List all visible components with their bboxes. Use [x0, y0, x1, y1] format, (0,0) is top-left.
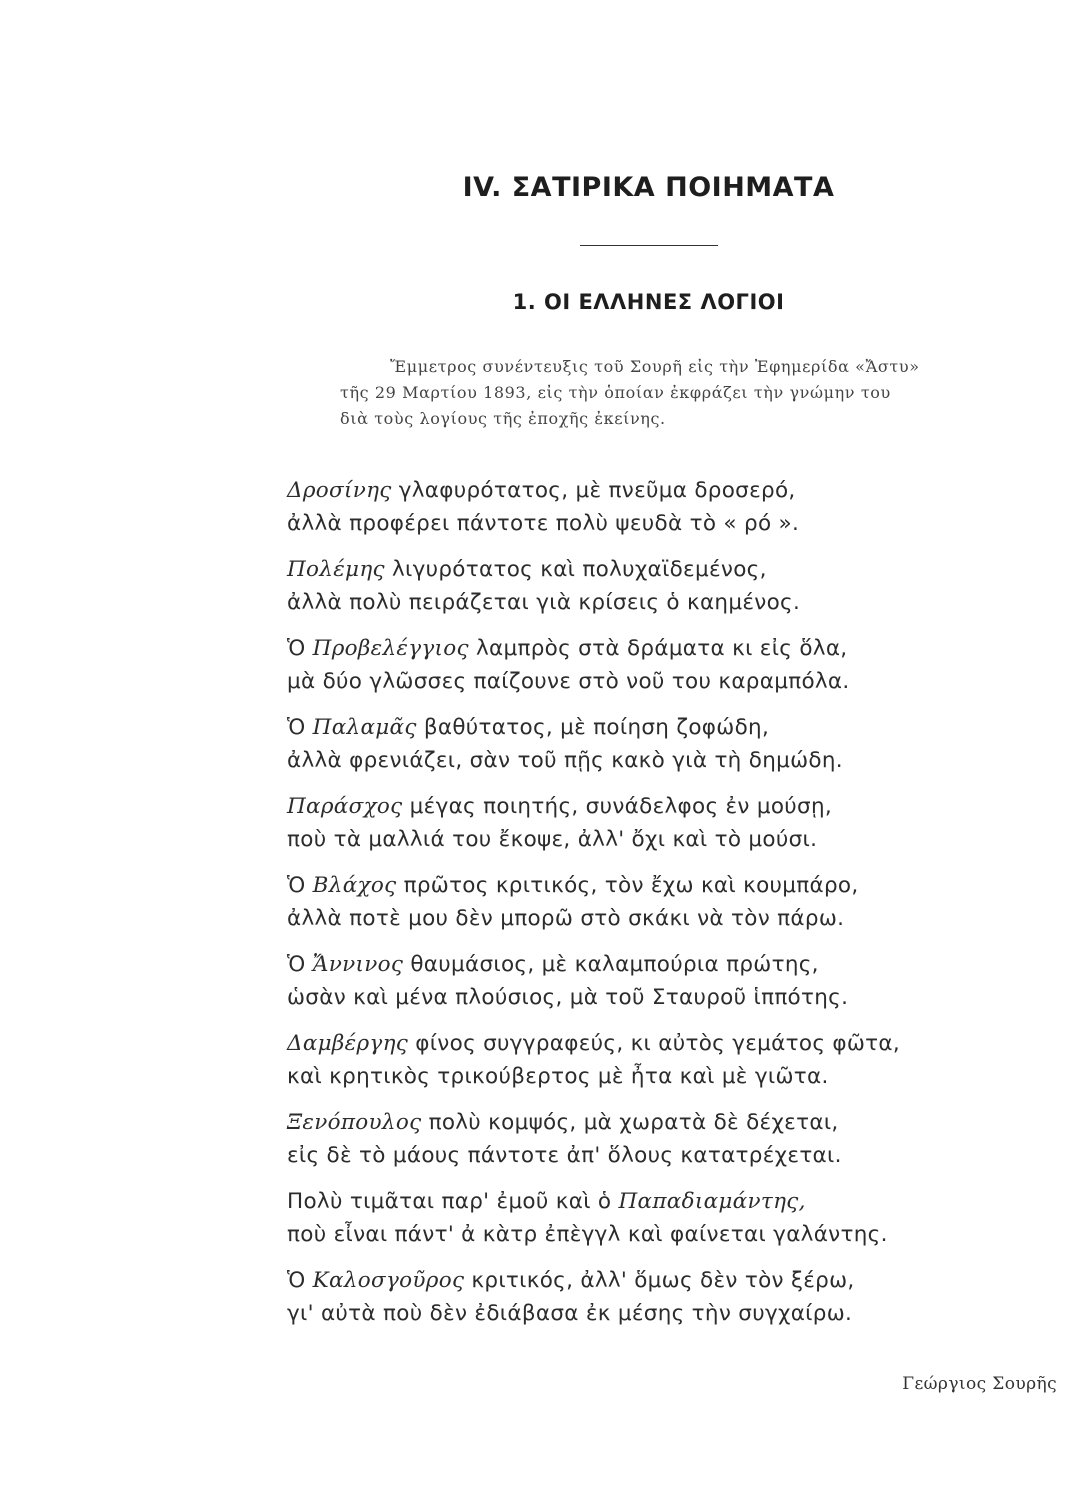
poet-name: Παπαδιαμάντης,	[618, 1189, 806, 1214]
stanza	[287, 1106, 1047, 1172]
poet-name: Καλοσγοῦρος	[312, 1268, 465, 1293]
section-title: IV. ΣΑΤΙΡΙΚΑ ΠΟΙΗΜΑΤΑ	[462, 172, 835, 203]
verse-line: Πολὺ τιμᾶται παρ' ἐμοῦ καὶ ὁ Παπαδιαμάντης,	[287, 1189, 806, 1214]
verse-line: ἀλλὰ πολὺ πειράζεται γιὰ κρίσεις ὁ καημένος.	[287, 590, 801, 615]
verse-line: ποὺ τὰ μαλλιά του ἔκοψε, ἀλλ' ὄχι καὶ τὸ μούσι.	[287, 827, 818, 852]
stanza	[287, 1185, 1047, 1251]
stanza	[287, 1264, 1047, 1330]
author-signature: Γεώργιος Σουρῆς	[902, 1374, 1057, 1394]
verse-line: Πολέμης λιγυρότατος καὶ πολυχαϊδεμένος,	[287, 557, 767, 582]
poet-name: Βλάχος	[312, 873, 397, 898]
intro-note	[340, 354, 1075, 432]
verse-line: Παράσχος μέγας ποιητής, συνάδελφος ἐν μούσῃ,	[287, 794, 833, 819]
verse-line: γι' αὐτὰ ποὺ δὲν ἐδιάβασα ἐκ μέσης τὴν συγχαίρω.	[287, 1301, 853, 1326]
poet-name: Δαμβέργης	[287, 1031, 409, 1056]
poet-name: Παλαμᾶς	[312, 715, 417, 740]
intro-line: τῆς 29 Μαρτίου 1893, εἰς τὴν ὁποίαν ἐκφράζει τὴν γνώμην του	[340, 383, 891, 402]
verse-line: Ὁ Προβελέγγιος λαμπρὸς στὰ δράματα κι εἰς ὅλα,	[287, 636, 848, 661]
verse-line: ἀλλὰ φρενιάζει, σὰν τοῦ πῇς κακὸ γιὰ τὴ δημώδη.	[287, 748, 843, 773]
verse-line: ἀλλὰ ποτὲ μου δὲν μπορῶ στὸ σκάκι νὰ τὸν πάρω.	[287, 906, 845, 931]
verse-line: ὡσὰν καὶ μένα πλούσιος, μὰ τοῦ Σταυροῦ ἱππότης.	[287, 985, 849, 1010]
poet-name: Ξενόπουλος	[287, 1110, 422, 1135]
poet-name: Ἄννινος	[312, 952, 404, 977]
poem-title: 1. ΟΙ ΕΛΛΗΝΕΣ ΛΟΓΙΟΙ	[512, 290, 785, 314]
stanza	[287, 869, 1047, 935]
poet-name: Δροσίνης	[287, 478, 392, 503]
verse-line: Ὁ Βλάχος πρῶτος κριτικός, τὸν ἔχω καὶ κουμπάρο,	[287, 873, 859, 898]
stanza	[287, 632, 1047, 698]
verse-line: καὶ κρητικὸς τρικούβερτος μὲ ἦτα καὶ μὲ γιῶτα.	[287, 1064, 829, 1089]
verse-line: εἰς δὲ τὸ μάους πάντοτε ἀπ' ὅλους κατατρέχεται.	[287, 1143, 842, 1168]
stanza	[287, 948, 1047, 1014]
verse-line: ἀλλὰ προφέρει πάντοτε πολὺ ψευδὰ τὸ « ρό ».	[287, 511, 800, 536]
poet-name: Προβελέγγιος	[312, 636, 469, 661]
verse-line: ποὺ εἶναι πάντ' ἀ κὰτρ ἐπὲγγλ καὶ φαίνεται γαλάντης.	[287, 1222, 888, 1247]
verse-line: Δαμβέργης φίνος συγγραφεύς, κι αὐτὸς γεμάτος φῶτα,	[287, 1031, 901, 1056]
stanza	[287, 474, 1047, 540]
poet-name: Πολέμης	[287, 557, 385, 582]
stanza	[287, 790, 1047, 856]
stanza	[287, 711, 1047, 777]
poem-body	[287, 474, 1047, 1343]
verse-line: Ὁ Παλαμᾶς βαθύτατος, μὲ ποίηση ζοφώδη,	[287, 715, 770, 740]
title-divider	[580, 245, 718, 246]
stanza	[287, 1027, 1047, 1093]
poet-name: Παράσχος	[287, 794, 403, 819]
verse-line: Ὁ Ἄννινος θαυμάσιος, μὲ καλαμπούρια πρώτης,	[287, 952, 819, 977]
verse-line: μὰ δύο γλῶσσες παίζουνε στὸ νοῦ του καραμπόλα.	[287, 669, 850, 694]
intro-line: Ἔμμετρος συνέντευξις τοῦ Σουρῆ εἰς τὴν Ἐφημερίδα «Ἄστυ»	[390, 357, 920, 376]
verse-line: Δροσίνης γλαφυρότατος, μὲ πνεῦμα δροσερό,	[287, 478, 796, 503]
verse-line: Ξενόπουλος πολὺ κομψός, μὰ χωρατὰ δὲ δέχεται,	[287, 1110, 839, 1135]
intro-line: διὰ τοὺς λογίους τῆς ἐποχῆς ἐκείνης.	[340, 409, 666, 428]
stanza	[287, 553, 1047, 619]
verse-line: Ὁ Καλοσγοῦρος κριτικός, ἀλλ' ὅμως δὲν τὸν ξέρω,	[287, 1268, 855, 1293]
